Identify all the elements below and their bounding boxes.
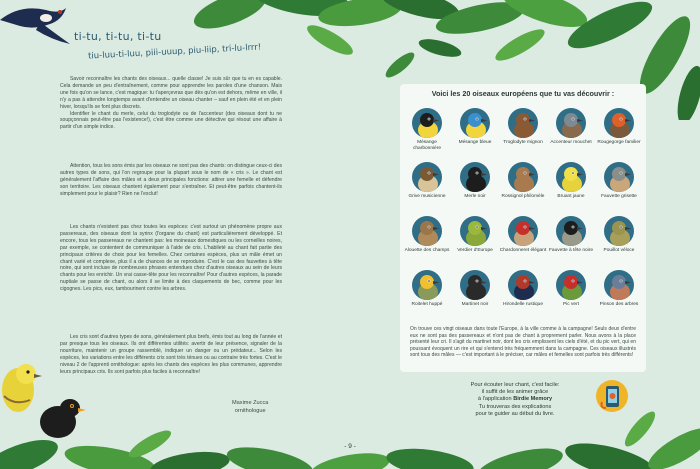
- foliage-bottom-illustration: [0, 389, 700, 469]
- bird-portrait-icon: [556, 270, 586, 300]
- bird-portrait-icon: [556, 216, 586, 246]
- intro-text-block-4: [60, 334, 282, 375]
- swallow-illustration: [0, 0, 72, 48]
- intro-paragraph: Attention, tous les sons émis par les oiseaux ne sont pas des chants: on distingue ceux-ci des autres types de sons, qui l'on regroupe pour la plupart sous le nom de « cris ». Le chant est généralement l'affaire des mâles et a deux principales fonctions: attirer une femelle et défendre son territoire. Les oiseaux chantent également pour s'entraîner. Et peut-être parfois chantent-ils simplement pour le plaisir? Rien ne l'exclut!: [60, 163, 282, 197]
- signature-role: ornithologue: [234, 408, 266, 414]
- bird-portrait-icon: [556, 162, 586, 192]
- bird-portrait-icon: [604, 162, 634, 192]
- bird-name: Bruant jaune: [557, 194, 585, 199]
- bird-portrait-icon: [460, 270, 490, 300]
- app-note-line-3: [440, 396, 590, 403]
- bird-card: [595, 108, 643, 146]
- intro-text-block-2: [60, 163, 282, 198]
- bird-card: [547, 162, 595, 200]
- bird-portrait-icon: [460, 216, 490, 246]
- bird-card: [547, 216, 595, 254]
- app-note-line-4: Tu trouveras des explications: [478, 403, 552, 410]
- bird-portrait-icon: [412, 162, 442, 192]
- bird-card: [403, 162, 451, 200]
- bird-name: Rossignol philomèle: [501, 194, 545, 199]
- bird-portrait-icon: [508, 162, 538, 192]
- bird-card: [595, 270, 643, 308]
- bird-card: [451, 270, 499, 308]
- intro-paragraph: Les cris sont d'autres types de sons, généralement plus brefs, émis tout au long de l'année et par presque tous les oiseaux. Ils ont différentes utilités: avertir de leur présence, signaler de la nourriture, maintenir un groupe rassemblé, indiquer un danger ou un prédateur... Selon les espèces, les variations entre les différents cris sont très ténues ou au contraire très fortes. C'est le niveau 2 de l'apprenti ornithologue: après les chants des espèces les plus communes, apprendre leurs principaux cris. Ils sont parfois plus faciles à reconnaître!: [60, 334, 282, 375]
- bird-name: Alouette des champs: [404, 248, 450, 253]
- bird-card: [403, 108, 451, 151]
- panel-footer-text: On trouve ces vingt oiseaux dans toute l'Europe, à la ville comme à la campagne! Seuls deux d'entre eux ne sont pas des passereaux et n'ont pas de chant à proprement parler. Nous avons à la place présenté leur cri. Il s'agit du martinet noir, dont les cris emplissent les ciels d'été, et du pic vert, qui en poussant évoquent un rire et qui s'entend très fréquemment dans la campagne. Ces oiseaux illustrés sont tous des mâles — c'est important à le préciser, car mâles et femelles sont parfois très différents!: [410, 326, 636, 359]
- bird-portrait-icon: [412, 108, 442, 138]
- bird-portrait-icon: [508, 108, 538, 138]
- bird-card: [403, 216, 451, 254]
- app-note: [440, 382, 590, 418]
- bird-portrait-icon: [412, 216, 442, 246]
- bird-card: [499, 270, 547, 308]
- bird-name: Accenteur mouchet: [550, 140, 592, 145]
- app-note-line-1: Pour écouter leur chant, c'est facile:: [470, 382, 560, 388]
- bird-name: Grive musicienne: [408, 194, 446, 199]
- birds-panel: [400, 84, 646, 372]
- intro-text-block-3: [60, 224, 282, 293]
- bird-portrait-icon: [604, 270, 634, 300]
- bird-card: [547, 108, 595, 146]
- bird-card: [499, 162, 547, 200]
- signature-name: Maxime Zucca: [232, 400, 269, 406]
- bird-call-line-2: tiu-luu-ti-luu, piii-uuup, piu-liip, tri-lu-lrrr!: [87, 42, 262, 62]
- bird-name: Merle noir: [464, 194, 486, 199]
- bird-portrait-icon: [508, 216, 538, 246]
- signature: [232, 399, 268, 415]
- intro-paragraph: Savoir reconnaître les chants des oiseaux... quelle classe! Je suis sûr que tu en es capable. Cela demande un peu d'entraînement, comme pour apprendre les paroles d'une chanson. Mais une fois qu'on se lance, c'est magique: tu t'aperçevras que dès qu'on est dehors, même en ville, il n'y a pas à attendre longtemps avant d'entendre un oiseau chanter – sauf en plein été et en plein hiver, lorsqu'ils se font plus discrets.: [60, 76, 282, 110]
- bird-name: Rougegorge familier: [597, 140, 641, 145]
- bird-portrait-icon: [604, 108, 634, 138]
- bird-card: [499, 216, 547, 254]
- phone-app-icon: [596, 380, 628, 412]
- bird-name: Mésange charbonnière: [412, 140, 441, 151]
- intro-paragraph: Identifier le chant du merle, celui du troglodyte ou de l'accenteur (des oiseaux dont tu ne soupçonnais peut-être pas l'existence!), c'est être comme une détective qui résout une affaire à partir d'un simple indice.: [60, 110, 282, 131]
- app-name: Birdie Memory: [513, 396, 553, 403]
- bird-name: Pic vert: [563, 302, 579, 307]
- app-note-line-5: pour te guider au début du livre.: [475, 410, 555, 417]
- bird-card: [403, 270, 451, 308]
- bird-name: Martinet noir: [461, 302, 489, 307]
- bird-portrait-icon: [508, 270, 538, 300]
- bird-name: Mésange bleue: [458, 140, 492, 145]
- bird-portrait-icon: [412, 270, 442, 300]
- bird-card: [499, 108, 547, 146]
- bird-card: [451, 108, 499, 146]
- bird-name: Roitelet huppé: [411, 302, 443, 307]
- bird-name: Troglodyte mignon: [503, 140, 543, 145]
- bird-name: Verdier d'Europe: [457, 248, 493, 253]
- bird-card: [547, 270, 595, 308]
- page-number: - 9 -: [344, 443, 356, 450]
- app-note-line-2: il suffit de les animer grâce: [481, 389, 549, 396]
- bird-call-line-1: ti-tu, ti-tu, ti-tu: [74, 30, 162, 43]
- bird-portrait-icon: [556, 108, 586, 138]
- panel-title: Voici les 20 oiseaux européens que tu vas découvrir :: [431, 89, 615, 98]
- app-note-line-3-prefix: à l'application: [477, 396, 514, 403]
- bird-portrait-icon: [460, 162, 490, 192]
- bird-name: Pouillot véloce: [603, 248, 635, 253]
- bird-portrait-icon: [460, 108, 490, 138]
- blackbird-illustration: [34, 394, 86, 444]
- bird-card: [451, 216, 499, 254]
- bird-name: Pinson des arbres: [599, 302, 639, 307]
- bird-portrait-icon: [604, 216, 634, 246]
- bird-card: [451, 162, 499, 200]
- bird-card: [595, 216, 643, 254]
- bird-card: [595, 162, 643, 200]
- bird-name: Hirondelle rustique: [503, 302, 543, 307]
- intro-paragraph: Les chants n'existent pas chez toutes les espèces: c'est surtout un phénomène propre aux passereaux, des oiseaux dont la syrinx (l'organe du chant) est particulièrement développé. Et encore, tous les passereaux ne chantent pas: les moineaux domestiques ou les corneilles noires, par exemple, se contentent de communiquer à l'aide de cris. L'habileté au chant fait partie des principaux critères de choix pour les femelles. Chez certaines espèces, plus un mâle émet un chant varié et complexe, plus il a de chances de se reproduire. C'est le cas des fauvettes à tête noire, qui sont incluse de nombreuses phrases entendues chez d'autres oiseaux au sein de leurs chants pour les enrichir. Un vrai casse-tête pour les reconnaître! Pour d'autres espèces, la parade nuptiale se passe de chant, ou alors il se limite à des claquements de bec, comme pour les cigognes. Les pics, eux, tambourinent contre les arbres.: [60, 224, 282, 293]
- bird-name: Fauvette grisette: [601, 194, 637, 199]
- bird-name: Fauvette à tête noire: [549, 248, 593, 253]
- intro-text-block-1: [60, 76, 282, 131]
- bird-name: Chardonneret élégant: [499, 248, 547, 253]
